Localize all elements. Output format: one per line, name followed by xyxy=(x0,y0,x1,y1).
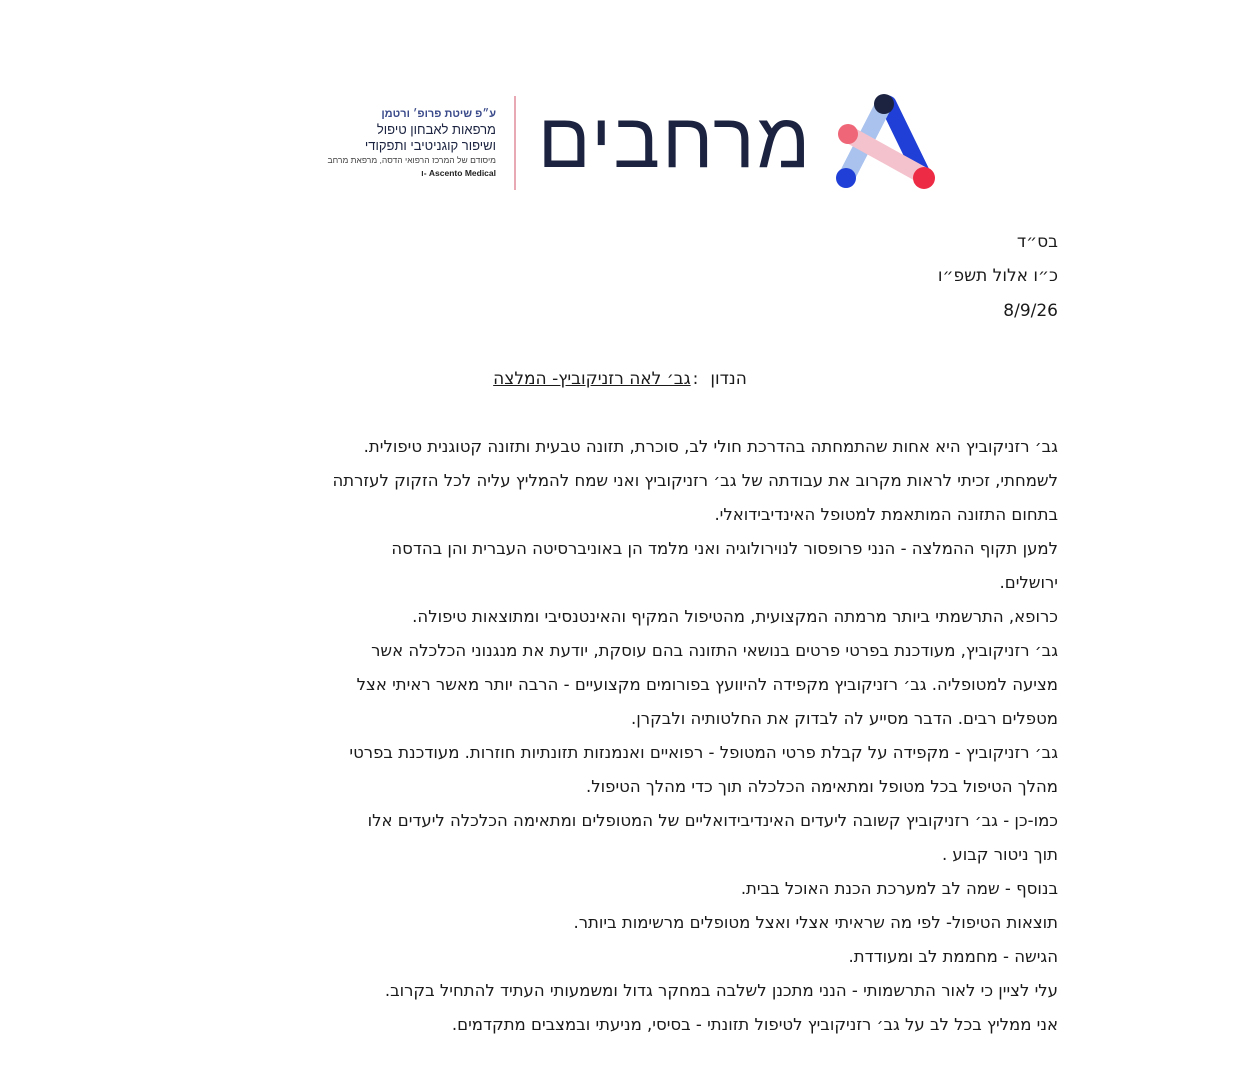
tagline-method: ע״פ שיטת פרופ׳ ורטמן xyxy=(381,108,496,120)
hebrew-date: כ״ו אלול תשפ״ו xyxy=(937,266,1058,286)
subject-line xyxy=(0,369,1240,389)
body-line: תוצאות הטיפול- לפי מה שראיתי אצלי ואצל מטופלים מרשימות ביותר. xyxy=(573,913,1058,932)
logo-divider xyxy=(514,96,516,190)
tagline-founders: מיסודם של המרכז הרפואי הדסה, מרפאת מרחב xyxy=(327,155,496,165)
body-line: גב׳ רזניקוביץ - מקפידה על קבלת פרטי המטופל - רפואיים ואנמנזות תזונתיות חוזרות. מעודכנת בפרטי xyxy=(349,743,1058,762)
logo-symbol-icon xyxy=(826,92,946,196)
body-line: כמו-כן - גב׳ רזניקוביץ קשובה ליעדים האינדיבידואליים של המטופלים ומתאימה הכלכלה ליעדים אלו xyxy=(367,811,1058,830)
body-line: אני ממליץ בכל לב על גב׳ רזניקוביץ לטיפול תזונתי - בסיסי, מניעתי ובמצבים מתקדמים. xyxy=(451,1015,1058,1034)
body-line: ירושלים. xyxy=(999,573,1058,592)
body-line: למען תקוף ההמלצה - הנני פרופסור לנוירולוגיה ואני מלמד הן באוניברסיטה העברית והן בהדסה xyxy=(391,539,1058,558)
body-line: בנוסף - שמה לב למערכת הכנת האוכל בבית. xyxy=(740,879,1058,898)
subject-label: הנדון xyxy=(710,369,747,389)
body-line: גב׳ רזניקוביץ, מעודכנת בפרטי פרטים בנושאי התזונה בהם עוסקת, יודעת את מנגנוני הכלכלה אשר xyxy=(371,641,1058,660)
body-line: מטפלים רבים. הדבר מסייע לה לבדוק את החלטותיה ולבקרן. xyxy=(631,709,1058,728)
body-line: מהלך הטיפול בכל מטופל ומתאימה הכלכלה תוך כדי מהלך הטיפול. xyxy=(586,777,1058,796)
body-line: בתחום התזונה המותאמת למטופל האינדיבידואלי. xyxy=(714,505,1058,524)
letter-body xyxy=(178,430,1058,1042)
logo-wordmark: מרחבים xyxy=(537,96,813,186)
body-line: גב׳ רזניקוביץ היא אחות שהתמחתה בהדרכת חולי לב, סוכרת, תזונה טבעית ותזונה קטוגנית טיפולית. xyxy=(363,437,1058,456)
body-line: הגישה - מחממת לב ומעודדת. xyxy=(848,947,1058,966)
tagline-improvement: ושיפור קוגניטיבי ותפקודי xyxy=(364,138,496,153)
subject-value: גב׳ לאה רזניקוביץ- המלצה xyxy=(493,369,691,389)
tagline-clinics: מרפאות לאבחון טיפול xyxy=(376,122,496,137)
body-line: כרופא, התרשמתי ביותר מרמתה המקצועית, מהטיפול המקיף והאינטנסיבי ומתוצאות טיפולה. xyxy=(412,607,1058,626)
body-line: עלי לציין כי לאור התרשמותי - הנני מתכנן לשלבה במחקר גדול ומשמעותי העתיד להתחיל בקרוב. xyxy=(384,981,1058,1000)
body-line: מציעה למטופליה. גב׳ רזניקוביץ מקפידה להיוועץ בפורומים מקצועיים - הרבה יותר מאשר ראיתי אצל xyxy=(356,675,1058,694)
letterhead-tagline xyxy=(270,106,496,179)
subject-colon: : xyxy=(692,369,699,389)
body-line: לשמחתי, זכיתי לראות מקרוב את עבודתה של גב׳ רזניקוביץ ואני שמח להמליץ עליה לכל הזקוק לעזרתה xyxy=(332,471,1058,490)
body-line: תוך ניטור קבוע . xyxy=(941,845,1058,864)
bsd-heading: בס״ד xyxy=(1016,232,1058,252)
gregorian-date: 8/9/26 xyxy=(1003,301,1058,321)
tagline-ascento: Ascento Medical -ו xyxy=(421,168,496,178)
